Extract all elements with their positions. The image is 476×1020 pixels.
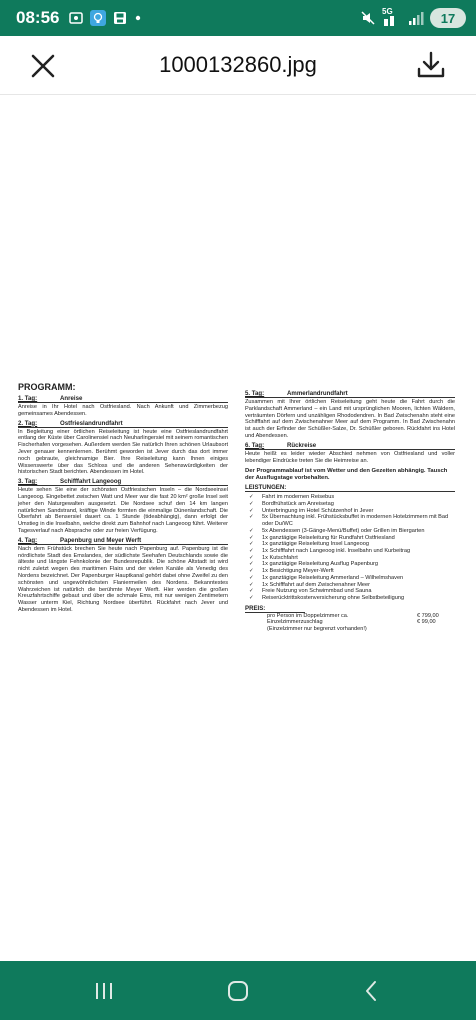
day-label: 1. Tag:	[18, 395, 38, 402]
service-text: Bordfrühstück am Anreisetag	[262, 501, 334, 508]
day-label: 6. Tag:	[245, 441, 265, 449]
price-label: pro Person im Doppelzimmer ca.	[267, 612, 349, 619]
service-text: 5x Übernachtung inkl. Frühstücksbuffet in modernen Hotelzimmern mit Bad oder Du/WC	[262, 514, 449, 528]
service-text: 5x Abendessen (3-Gänge-Menü/Buffet) oder Grillen im Biergarten	[262, 527, 425, 534]
price-heading: PREIS:	[245, 605, 305, 613]
service-item	[249, 595, 455, 602]
price-row	[245, 626, 455, 633]
day-title: Rückreise	[287, 441, 317, 449]
schedule-note: Der Programmablauf ist vom Wetter und den Gezeiten abhängig. Tausch der Ausflugstage vorbehalten.	[245, 468, 448, 482]
day-4-heading	[18, 537, 228, 545]
check-icon: ✓	[249, 581, 254, 588]
file-name-title: 1000132860.jpg	[159, 52, 317, 77]
notification-dot-icon	[134, 10, 150, 26]
service-text: 1x Besichtigung Meyer-Werft	[262, 568, 334, 575]
day-label: 2. Tag:	[18, 419, 38, 427]
service-item	[249, 514, 455, 527]
service-text: 1x ganztägige Reiseleitung Insel Langeoog	[262, 541, 369, 548]
check-icon: ✓	[249, 527, 254, 534]
back-icon[interactable]	[360, 979, 384, 1003]
document-image	[18, 382, 464, 682]
check-icon: ✓	[249, 534, 254, 541]
service-text: 1x ganztägige Reiseleitung Ausflug Papenburg	[262, 561, 378, 568]
lightbulb-icon	[90, 10, 106, 26]
home-icon[interactable]	[226, 979, 250, 1003]
signal-5g-icon	[382, 9, 402, 27]
recents-icon[interactable]	[92, 979, 116, 1003]
price-value: € 99,00	[417, 619, 436, 626]
check-icon: ✓	[249, 594, 254, 601]
service-item	[249, 541, 455, 548]
service-item	[249, 568, 455, 575]
service-text: 1x Schifffahrt auf dem Zwischenahner Meer	[262, 581, 370, 588]
check-icon: ✓	[249, 554, 254, 561]
service-item	[249, 494, 455, 501]
check-icon: ✓	[249, 494, 254, 501]
day-4-text: Nach dem Frühstück brechen Sie heute nach Papenburg auf. Papenburg ist die nördlichste Stadt des Emslandes, der südlichste Seehafen Deutschlands sowie die älteste und längste Fehnkolonie der Bundesrepublik. Die schöne Altstadt ist wird nicht zuletzt wegen des maritimen Flairs und der vielen Kanäle als Venedig des Nordens bezeichnet. Der Papenburger Hauptkanal gehört dabei ohne Zweifel zu den schönsten und ungewöhnlichsten Flaniermeilen des Nordens. Bekanntestes Wahrzeichen ist natürlich die berühmte Meyer Werft. Hier werden die großen Kreuzfahrtschiffe gebaut und über die schmale Ems, mit nur wenigen Zentimetern Wasser unterm Kiel, Richtung Nordsee überführt. Rückfahrt nach Jever und Abendessen im Hotel.	[18, 545, 228, 613]
check-icon: ✓	[249, 574, 254, 581]
day-title: Ammerlandrundfahrt	[287, 390, 348, 397]
check-icon: ✓	[249, 548, 254, 554]
document-right-column	[245, 388, 455, 633]
service-item	[249, 548, 455, 555]
price-label: (Einzelzimmer nur begrenzt vorhanden!)	[267, 626, 367, 633]
price-row	[245, 619, 455, 626]
services-list	[245, 494, 455, 601]
day-3-text: Heute sehen Sie eine der schönsten Ostfriesischen Inseln – die Nordseeinsel Langeoog. Eingebettet zwischen Watt und Meer war die fast 20 km² große Insel seit jeher den Naturgewalten ausgesetzt. Die Nordsee schuf den 14 km langen natürlichen Sandstrand, kräftige Winde formten die einmalige Dünenlandschaft. Die Überfahrt ab Bensersiel dauert ca. 1 Stunde (tideabhängig), dann erfolgt der Umstieg in die Inselbahn, welche direkt zum Bahnhof nach Langeoog führt. Weiterer Tagesverlauf nach Absprache oder zur freien Verfügung.	[18, 487, 228, 534]
day-label: 4. Tag:	[18, 536, 38, 544]
day-title: Schifffahrt Langeoog	[60, 478, 122, 486]
save-icon	[112, 10, 128, 26]
service-item	[249, 582, 455, 589]
day-1-text: Anreise in Ihr Hotel nach Ostfriesland. Nach Ankunft und Zimmerbezug gemeinsames Abendessen.	[18, 404, 228, 417]
system-navigation-bar	[0, 961, 476, 1020]
day-6-text: Heute heißt es leider wieder Abschied nehmen von Ostfriesland und voller lebendiger Eindrücke treten Sie die Heimreise an.	[245, 450, 455, 464]
day-label: 5. Tag:	[245, 390, 265, 397]
check-icon: ✓	[249, 514, 254, 521]
service-item	[249, 588, 455, 595]
day-label: 3. Tag:	[18, 478, 38, 486]
day-1-heading	[18, 395, 228, 403]
check-icon: ✓	[249, 541, 254, 548]
service-text: Fahrt im modernen Reisebus	[262, 494, 335, 501]
day-3-heading	[18, 478, 228, 486]
check-icon: ✓	[249, 561, 254, 568]
service-text: 1x ganztägige Reiseleitung für Rundfahrt Ostfriesland	[262, 534, 395, 541]
document-left-column	[18, 382, 228, 615]
day-5-heading	[245, 390, 455, 398]
document-title: PROGRAMM:	[18, 382, 76, 392]
day-2-heading	[18, 420, 228, 428]
day-6-heading	[245, 442, 455, 450]
service-item	[249, 575, 455, 582]
service-item	[249, 561, 455, 568]
price-value: € 799,00	[417, 612, 439, 619]
price-value	[417, 626, 455, 633]
check-icon: ✓	[249, 588, 254, 595]
status-right	[360, 7, 466, 29]
price-label: Einzelzimmerzuschlag	[267, 619, 323, 626]
service-item	[249, 528, 455, 535]
status-time: 08:56	[16, 8, 60, 27]
day-2-text: In Begleitung einer örtlichen Reiseleitung ist heute eine Ostfrieslandrundfahrt entlang der Küste über Carolinensiel nach Neuharlingersiel mit seinem romantischen Fischerhafen vorgesehen. Außerdem werden Sie natürlich Ihren schönen Urlaubsort Jever genauer kennenlernen. Berühmt geworden ist Jever durch das dort immer noch gebraute, gleichnamige Bier. Ihre Reiseleitung kann Ihnen einiges Wissenswerte über das Schloss und die anderen Sehenswürdigkeiten der historischen Stadt berichten. Abendessen im Hotel.	[18, 428, 228, 476]
service-text: 1x Kutschfahrt	[262, 554, 298, 561]
service-item	[249, 535, 455, 542]
service-text: 1x ganztägige Reiseleitung Ammerland – Wilhelmshaven	[262, 574, 404, 581]
service-text: 1x Schifffahrt nach Langeoog inkl. Inselbahn und Kurbeitrag	[262, 548, 411, 554]
screenshot-icon	[68, 10, 84, 26]
day-title: Ostfrieslandrundfahrt	[60, 419, 123, 427]
download-icon[interactable]	[416, 50, 446, 80]
day-title: Papenburg und Meyer Werft	[60, 536, 142, 544]
network-label: 5G	[382, 7, 393, 16]
mute-icon	[360, 10, 376, 26]
check-icon: ✓	[249, 501, 254, 508]
signal-bars-icon	[408, 10, 424, 26]
check-icon: ✓	[249, 568, 254, 575]
services-heading: LEISTUNGEN:	[245, 484, 455, 492]
price-row	[245, 613, 455, 620]
service-item	[249, 555, 455, 562]
viewer-toolbar	[0, 36, 476, 95]
check-icon: ✓	[249, 507, 254, 514]
service-text: Reiserücktrittskostenversicherung ohne Selbstbeteiligung	[262, 594, 405, 601]
status-bar	[0, 0, 476, 36]
battery-indicator: 17	[430, 8, 466, 28]
service-item	[249, 501, 455, 508]
service-text: Unterbringung im Hotel Schützenhof in Jever	[262, 507, 374, 514]
service-text: Freie Nutzung von Schwimmbad und Sauna	[262, 588, 372, 595]
day-5-text: Zusammen mit Ihrer örtlichen Reiseleitung geht heute die Fahrt durch die Parklandschaft Ammerland – ein Land mit ursprünglichen Mooren, lichten Wäldern, verträumten Dörfern und unzähligen Rhododendren. In Bad Zwischenahn steht eine Schifffahrt auf dem Zwischenahner Meer auf dem Programm. In Bad Zwischenahn ist auch der Erfinder der Schüßler-Salze, Dr. Schüßler geboren. Rückfahrt ins Hotel und Abendessen.	[245, 399, 455, 439]
day-title: Anreise	[60, 395, 83, 402]
